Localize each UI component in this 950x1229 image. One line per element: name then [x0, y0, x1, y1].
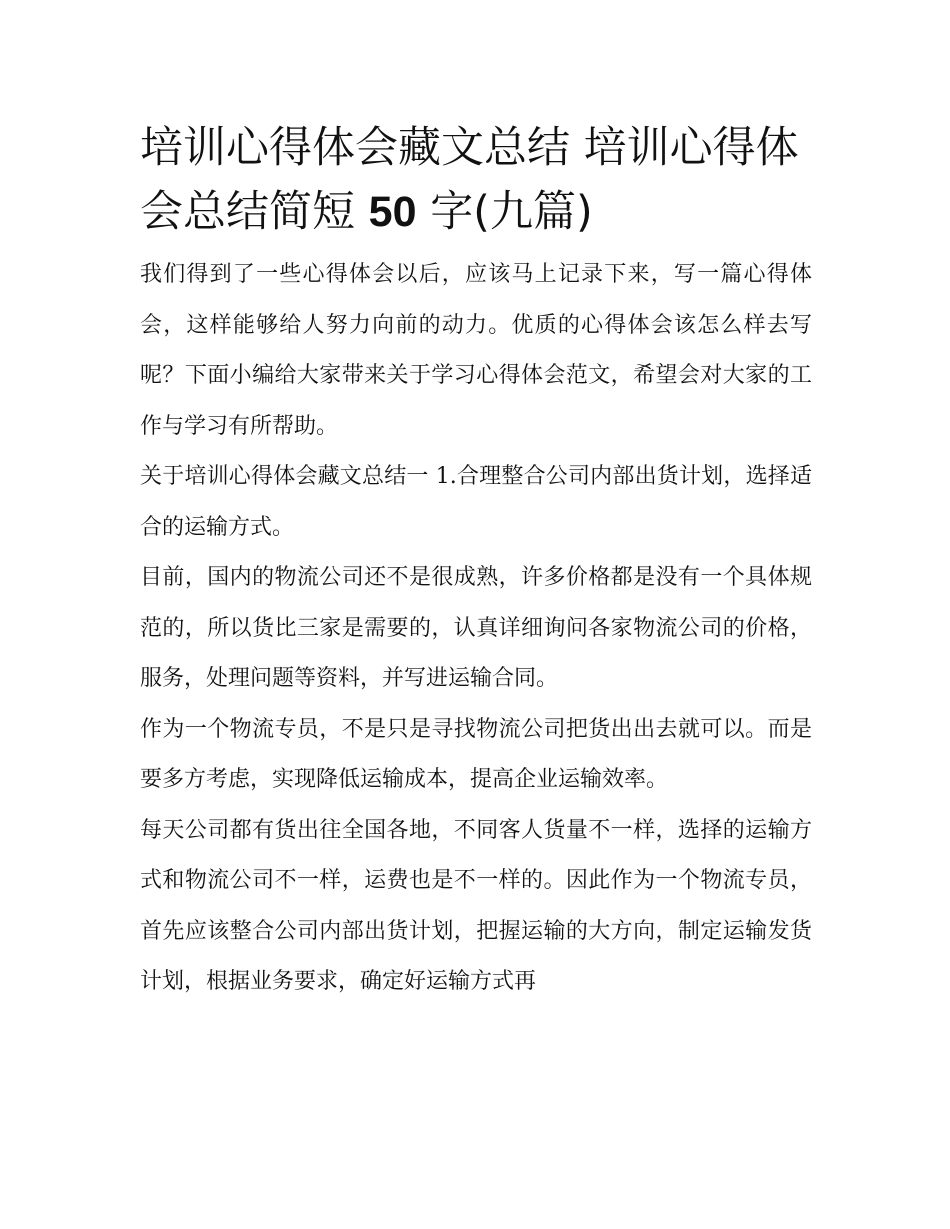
paragraph-body: 目前，国内的物流公司还不是很成熟，许多价格都是没有一个具体规范的，所以货比三家是需要的，认真详细询问各家物流公司的价格，服务，处理问题等资料，并写进运输合同。: [140, 565, 812, 691]
title-text-part2: 字(九篇): [430, 187, 593, 237]
title-number: 50: [368, 188, 417, 236]
document-title: [140, 116, 812, 244]
paragraph-body: 每天公司都有货出往全国各地，不同客人货量不一样，选择的运输方式和物流公司不一样，运费也是不一样的。因此作为一个物流专员，首先应该整合公司内部出货计划，把握运输的大方向，制定运输发货计划，根据业务要求，确定好运输方式再: [140, 817, 812, 994]
document-body: [140, 116, 812, 1008]
paragraph-section-heading: 关于培训心得体会藏文总结一 1.合理整合公司内部出货计划，选择适合的运输方式。: [140, 464, 812, 540]
title-text-part1: 培训心得体会藏文总结 培训心得体会总结简短: [140, 123, 799, 237]
paragraph-body: 作为一个物流专员，不是只是寻找物流公司把货出出去就可以。而是要多方考虑，实现降低运输成本，提高企业运输效率。: [140, 716, 812, 792]
paragraph-intro: 我们得到了一些心得体会以后，应该马上记录下来，写一篇心得体会，这样能够给人努力向前的动力。优质的心得体会该怎么样去写呢？下面小编给大家带来关于学习心得体会范文，希望会对大家的工作与学习有所帮助。: [140, 262, 812, 439]
